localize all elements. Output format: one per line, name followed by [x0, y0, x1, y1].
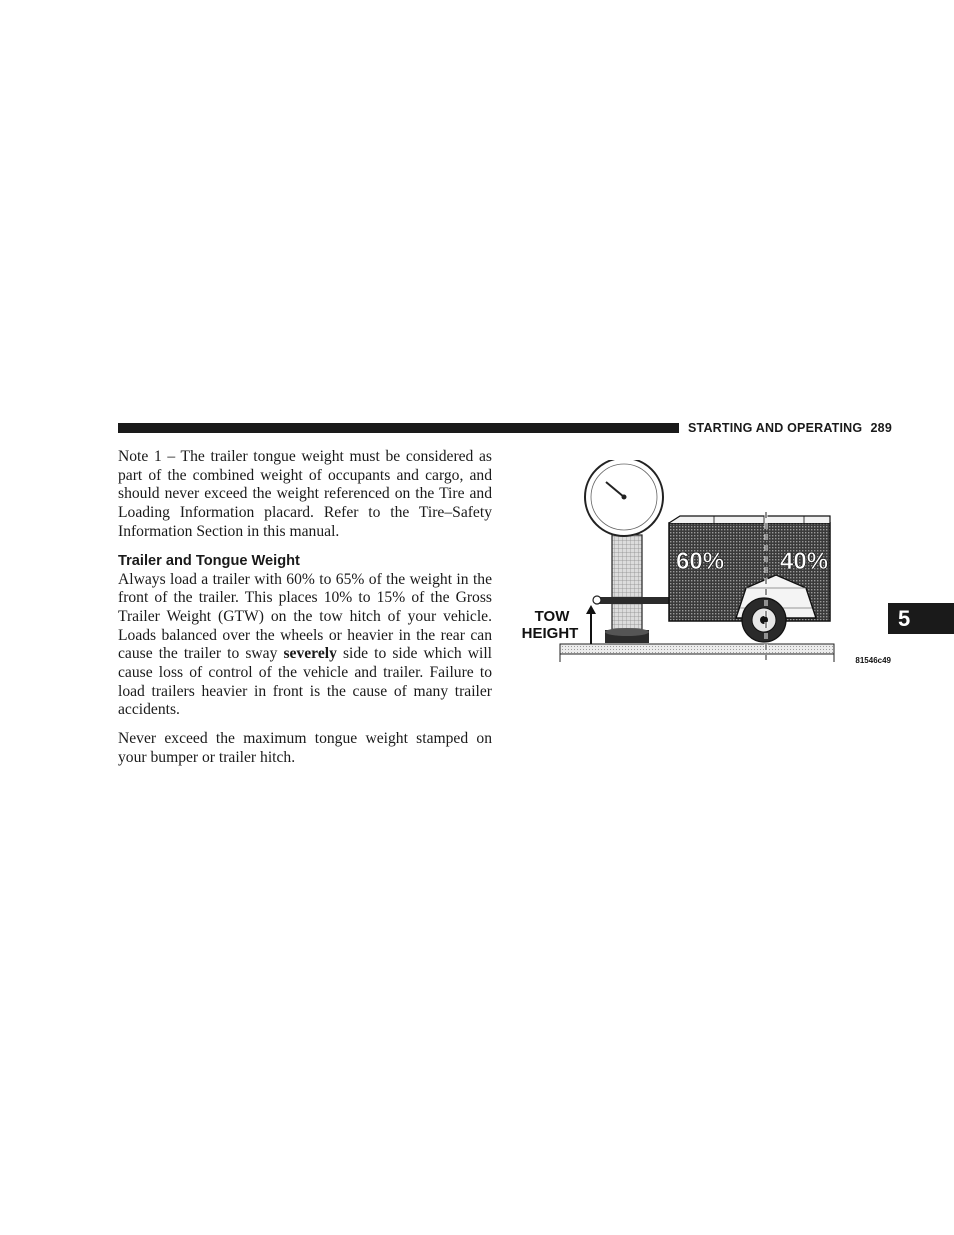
header-rule	[118, 423, 679, 433]
figure-code: 81546c49	[855, 656, 891, 665]
load-text-start: Always load a trailer with 60% to 65% of the weight in the front of the trailer. This places 10% to 15% of the Gross Trailer Weight (GTW) on the tow hitch of your vehicle. Loads balanced over the wheels or heavier in the rear can cause the trailer to sway	[118, 570, 492, 663]
page-number: 289	[870, 421, 892, 435]
scale-column	[612, 535, 642, 630]
load-trailer-paragraph	[118, 571, 492, 721]
hitch-ball	[593, 596, 601, 604]
running-header	[688, 420, 892, 436]
tow-label-line2: HEIGHT	[521, 625, 579, 642]
load-text-end: side to side which will cause loss of control of the vehicle and trailer. Failure to load trailers heavier in front is the cause of many trailer accidents.	[118, 645, 492, 719]
rear-weight-percent: 40%	[780, 548, 829, 575]
severely-bold-word: severely	[283, 645, 337, 663]
section-title: STARTING AND OPERATING	[688, 421, 863, 435]
ground-strip	[560, 644, 834, 654]
front-weight-percent: 60%	[676, 548, 725, 575]
tongue-weight-svg	[514, 460, 894, 675]
tow-height-arrow-icon	[586, 605, 596, 614]
tow-label-line1: TOW	[534, 608, 570, 625]
never-exceed-paragraph: Never exceed the maximum tongue weight stamped on your bumper or trailer hitch.	[118, 730, 492, 766]
trailer-tongue-weight-heading: Trailer and Tongue Weight	[118, 552, 300, 569]
note1-paragraph: Note 1 – The trailer tongue weight must be considered as part of the combined weight of occupants and cargo, and should never exceed the weight referenced on the Tire and Loading Information placard. Refer to the Tire–Safety Information Section in this manual.	[118, 448, 492, 540]
left-column	[118, 448, 492, 778]
tongue-weight-illustration	[514, 460, 894, 675]
chapter-tab: 5	[888, 603, 954, 634]
